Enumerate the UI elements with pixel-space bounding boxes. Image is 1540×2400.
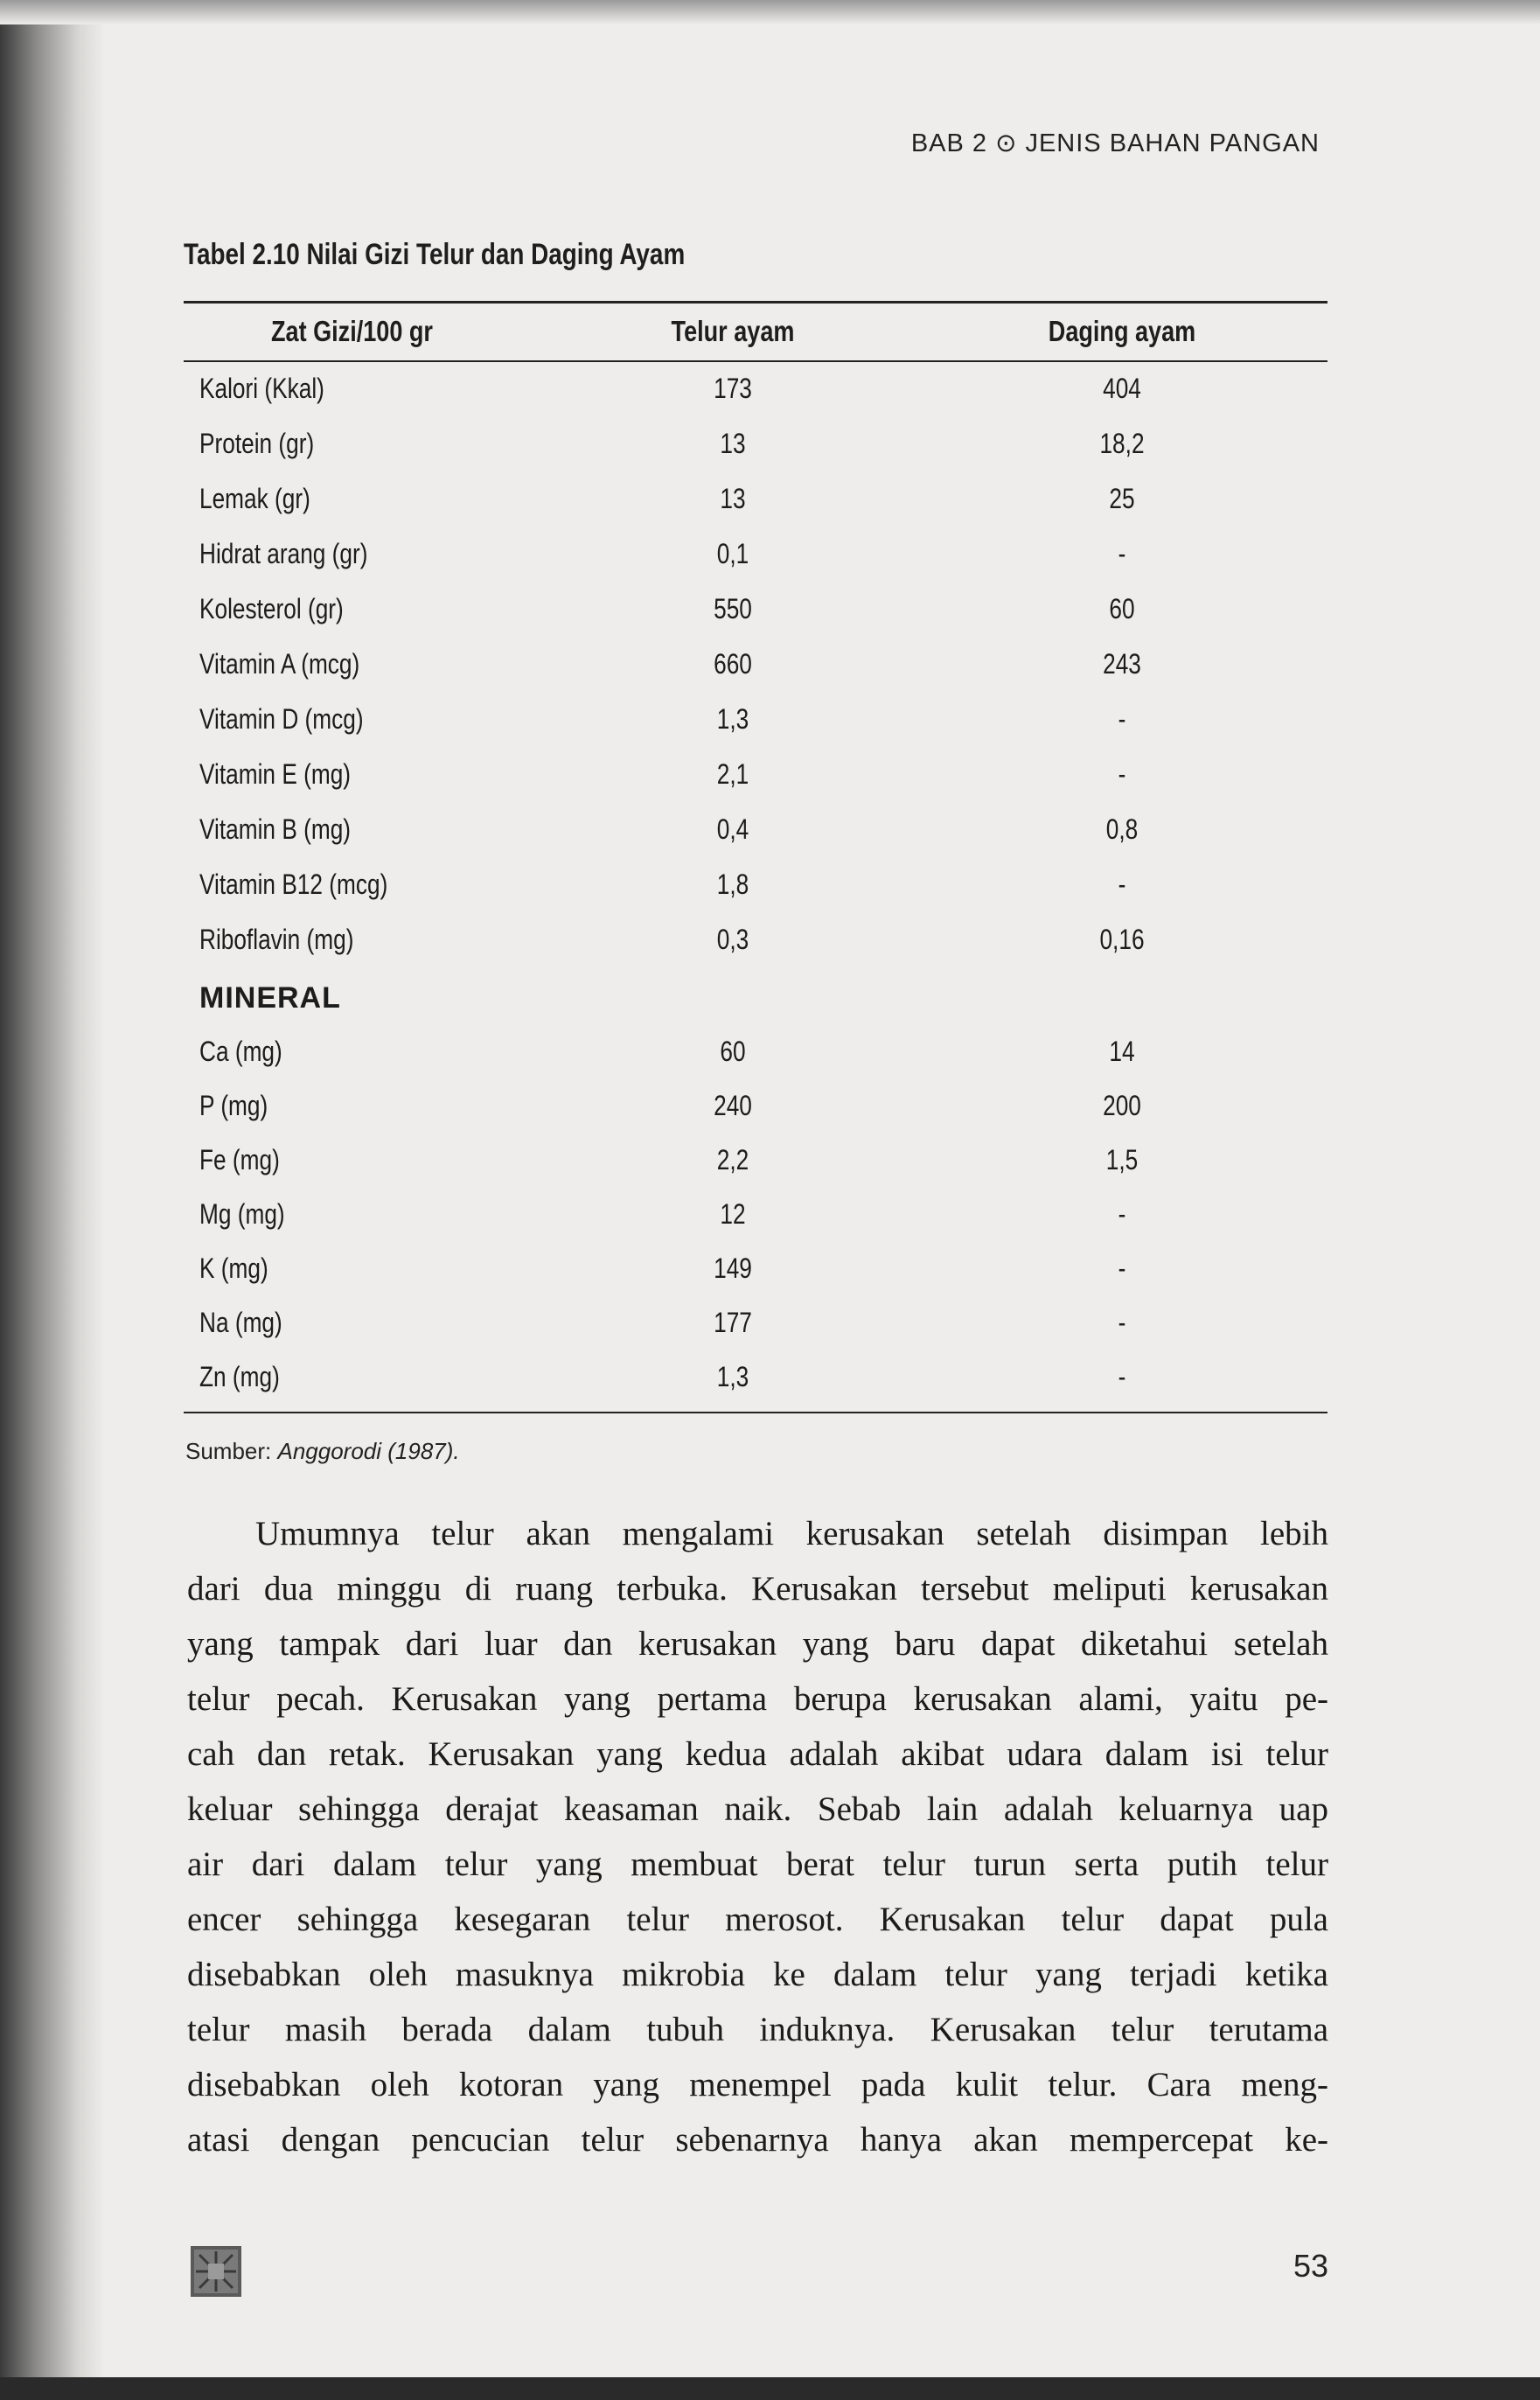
chicken-value: 14 [1109, 1036, 1135, 1067]
row-label: Zn (mg) [199, 1361, 280, 1392]
chicken-value: 200 [1103, 1090, 1141, 1121]
egg-value: 2,1 [716, 758, 749, 790]
body-line: yang tampak dari luar dan kerusakan yang baru dapat diketahui setelah [187, 1625, 1328, 1663]
row-label: Kalori (Kkal) [199, 373, 324, 404]
row-label: K (mg) [199, 1252, 268, 1284]
egg-value: 13 [720, 428, 746, 459]
table-row [0, 1090, 1540, 1144]
table-row [0, 869, 1540, 923]
row-label: Vitamin A (mcg) [199, 648, 360, 680]
chicken-value: - [1118, 703, 1126, 735]
egg-value: 2,2 [716, 1144, 749, 1176]
table-bottom-rule [184, 1412, 1327, 1413]
table-row [0, 1198, 1540, 1252]
chicken-value: - [1118, 869, 1126, 900]
header-egg: Telur ayam [671, 315, 795, 347]
table-row [0, 1361, 1540, 1415]
egg-value: 1,3 [716, 1361, 749, 1392]
egg-value: 177 [714, 1307, 752, 1338]
chicken-value: 0,16 [1099, 924, 1145, 955]
egg-value: 0,1 [716, 538, 749, 569]
chicken-value: - [1118, 1307, 1126, 1338]
table-row [0, 1252, 1540, 1307]
page-top-edge [0, 0, 1540, 24]
chicken-value: 60 [1109, 593, 1135, 624]
chicken-value: 0,8 [1105, 813, 1139, 845]
body-line: telur masih berada dalam tubuh induknya. Kerusakan telur terutama [187, 2011, 1328, 2048]
row-label: Na (mg) [199, 1307, 282, 1338]
body-line: air dari dalam telur yang membuat berat telur turun serta putih telur [187, 1845, 1328, 1883]
egg-value: 12 [720, 1198, 746, 1230]
chicken-value: 25 [1109, 483, 1135, 514]
chicken-value: - [1118, 1252, 1126, 1284]
body-paragraph [187, 1506, 1328, 2167]
egg-value: 0,3 [716, 924, 749, 955]
body-line: encer sehingga kesegaran telur merosot. Kerusakan telur dapat pula [187, 1901, 1328, 1938]
table-row [0, 1036, 1540, 1090]
row-label: Lemak (gr) [199, 483, 310, 514]
header-chicken: Daging ayam [1048, 315, 1196, 347]
row-label: Vitamin B (mg) [199, 813, 352, 845]
egg-value: 660 [714, 648, 752, 680]
chicken-value: - [1118, 1198, 1126, 1230]
row-label: Vitamin E (mg) [199, 758, 352, 790]
table-row [0, 373, 1540, 427]
row-label: Kolesterol (gr) [199, 593, 344, 624]
table-row [0, 593, 1540, 647]
egg-value: 149 [714, 1252, 752, 1284]
table-row [0, 483, 1540, 537]
table-row [0, 924, 1540, 978]
table-row [0, 1307, 1540, 1361]
egg-value: 1,8 [716, 869, 749, 900]
chicken-value: - [1118, 538, 1126, 569]
egg-value: 173 [714, 373, 752, 404]
source-prefix: Sumber: [185, 1438, 278, 1464]
egg-value: 240 [714, 1090, 752, 1121]
row-label: Hidrat arang (gr) [199, 538, 368, 569]
table-row [0, 538, 1540, 592]
chicken-value: 243 [1103, 648, 1141, 680]
body-line: keluar sehingga derajat keasaman naik. Sebab lain adalah keluarnya uap [187, 1790, 1328, 1828]
body-line: cah dan retak. Kerusakan yang kedua adalah akibat udara dalam isi telur [187, 1735, 1328, 1773]
table-row [0, 813, 1540, 868]
running-head: BAB 2 ⊙ JENIS BAHAN PANGAN [910, 129, 1320, 157]
chicken-value: 404 [1103, 373, 1141, 404]
chicken-value: - [1118, 1361, 1126, 1392]
row-label: Riboflavin (mg) [199, 924, 354, 955]
table-source [185, 1438, 460, 1465]
egg-value: 550 [714, 593, 752, 624]
body-line: dari dua minggu di ruang terbuka. Kerusakan tersebut meliputi kerusakan [187, 1570, 1328, 1608]
row-label: Fe (mg) [199, 1144, 280, 1176]
row-label: P (mg) [199, 1090, 268, 1121]
table-title: Tabel 2.10 Nilai Gizi Telur dan Daging Ayam [184, 238, 686, 271]
table-row [0, 703, 1540, 757]
body-line: Umumnya telur akan mengalami kerusakan setelah disimpan lebih [255, 1515, 1328, 1552]
publisher-logo-icon [191, 2246, 241, 2297]
table-row [0, 1144, 1540, 1198]
egg-value: 1,3 [716, 703, 749, 735]
egg-value: 13 [720, 483, 746, 514]
table-row [0, 428, 1540, 482]
chicken-value: 1,5 [1105, 1144, 1139, 1176]
egg-value: 60 [720, 1036, 746, 1067]
header-nutrient: Zat Gizi/100 gr [271, 315, 433, 347]
chicken-value: 18,2 [1099, 428, 1145, 459]
body-line: disebabkan oleh kotoran yang menempel pada kulit telur. Cara meng- [187, 2066, 1328, 2103]
source-citation: Anggorodi (1987). [277, 1438, 460, 1464]
egg-value: 0,4 [716, 813, 749, 845]
table-row [0, 648, 1540, 702]
row-label: Vitamin B12 (mcg) [199, 869, 388, 900]
table-header-rule [184, 360, 1327, 362]
chicken-value: - [1118, 758, 1126, 790]
mineral-section-label: MINERAL [199, 981, 341, 1015]
row-label: Protein (gr) [199, 428, 315, 459]
body-line: disebabkan oleh masuknya mikrobia ke dalam telur yang terjadi ketika [187, 1956, 1328, 1993]
row-label: Mg (mg) [199, 1198, 285, 1230]
row-label: Vitamin D (mcg) [199, 703, 364, 735]
body-line: atasi dengan pencucian telur sebenarnya hanya akan mempercepat ke- [187, 2121, 1328, 2159]
page-number: 53 [1293, 2248, 1328, 2284]
table-top-rule [184, 301, 1327, 303]
body-line: telur pecah. Kerusakan yang pertama berupa kerusakan alami, yaitu pe- [187, 1680, 1328, 1718]
table-row [0, 758, 1540, 813]
page-bottom-edge [0, 2377, 1540, 2400]
row-label: Ca (mg) [199, 1036, 282, 1067]
